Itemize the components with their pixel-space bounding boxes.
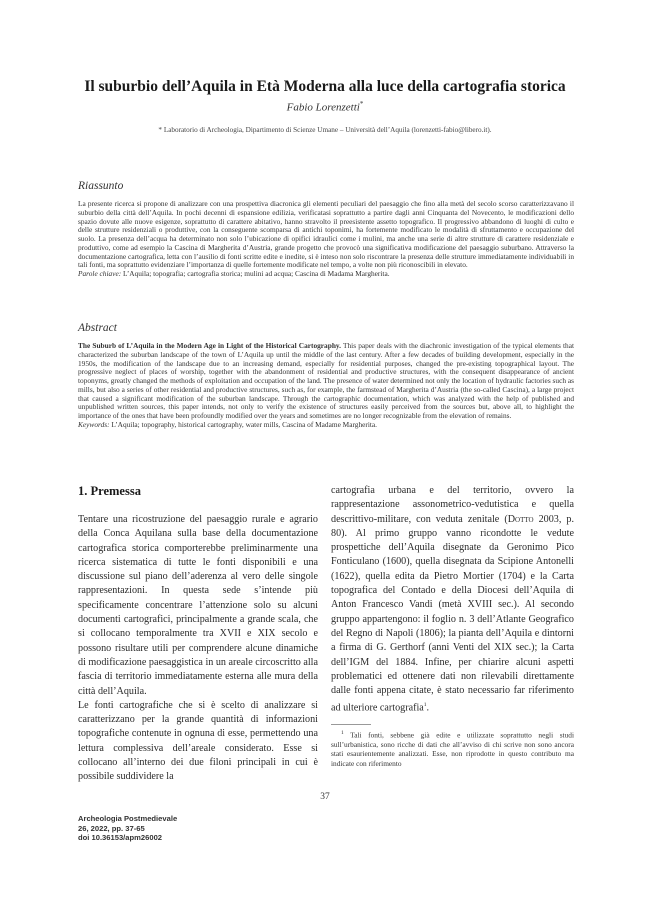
- text-run-c: .: [426, 702, 430, 714]
- footnote-ref: 1: [423, 702, 427, 709]
- riassunto-heading: Riassunto: [78, 180, 124, 192]
- abstract-text: This paper deals with the diachronic investigation of the typical elements that characterized the suburban landscape of the town of L’Aquila up until the middle of the last century. After a few decades of building development, especially in the 1950s, the modification of the landscape due to an increasing demand, especially for residential purposes, changed the pre-existing topographical layout. The progressive neglect of places of worship, together with the abandonment of residential and productive structures, with the consequent disappearance of ancient toponyms, greatly changed the methods of exploitation and occupation of the land. The presence of water determined not only the location of hydraulic factories such as mills, but also a series of other residential and productive structures, such as, for example, the farmstead of Margherita d’Austria (the so-called Cascina), a large project that caused a significant modification of the suburban landscape. Through the cartographic documentation, which was analyzed with the help of published and unpublished written sources, this paper intends, not only to verify the existence of structures easily perceived from the sources but, above all, to highlight the importance of the ones that have been profoundly modified over the years and sometimes are no longer recognizable from the elevation of remains.: [78, 341, 574, 420]
- abstract-heading: Abstract: [78, 322, 117, 334]
- keywords-it: L’Aquila; topografia; cartografia storica; mulini ad acqua; Cascina di Madama Margherita.: [123, 269, 390, 278]
- right-column-text: [331, 484, 574, 716]
- abstract-paragraph: [78, 342, 574, 421]
- author-line: [60, 100, 590, 114]
- journal-name: Archeologia Postmedievale: [78, 814, 178, 823]
- abstract-body: [78, 342, 574, 430]
- footnote-number: 1: [341, 730, 344, 737]
- keywords-label-en: Keywords:: [78, 419, 110, 429]
- journal-info: [78, 814, 177, 843]
- abstract-keywords: [78, 421, 574, 430]
- footnote-text: Tali fonti, sebbene già edite e utilizzate soprattutto negli studi sull’urbanistica, sono ricche di dati che all’avviso di chi scrive non sono ancora stati esaurientemente analizzati. Esse, non riprodotte in questo contributo ma indicate con riferimento: [331, 730, 574, 768]
- page-number: 37: [320, 792, 330, 802]
- paragraph-1: Tentare una ricostruzione del paesaggio rurale e agrario della Conca Aquilana sulla base della documentazione cartografica storica comporterebbe preliminarmente una ricerca sistematica di tutte le fonti disponibili e una discussione sul piano dell’aderenza al vero delle singole rappresentazioni. In questa sede s’intende più specificamente concentrare l’attenzione solo su alcuni documenti cartografici, principalmente a grande scala, che si collocano temporalmente tra XVII e XIX secolo e possono risultare utili per comprendere alcune dinamiche di modificazione paesaggistica in un areale circoscritto alla fascia di territorio immediatamente esterna alle mura della città dell’Aquila.: [78, 514, 318, 697]
- abstract-title: The Suburb of L’Aquila in the Modern Age in Light of the Historical Cartography.: [78, 341, 342, 350]
- citation-author: Dotto: [507, 513, 534, 525]
- journal-doi: doi 10.36153/apm26002: [78, 833, 163, 843]
- journal-volume: 26, 2022, pp. 37-65: [78, 823, 145, 833]
- author-mark: *: [359, 100, 364, 108]
- section-body: [78, 513, 318, 785]
- article-title: Il suburbio dell’Aquila in Età Moderna alla luce della cartografia storica: [84, 78, 566, 95]
- author-name: Fabio Lorenzetti: [286, 101, 360, 114]
- text-run-a: cartografia urbana e del territorio, ovvero la rappresentazione assonometrico-vedutistica e quella descrittivo-militare, con veduta zenitale (: [331, 485, 574, 525]
- right-column: [331, 484, 574, 768]
- text-run-b: 2003, p. 80). Al primo gruppo vanno ricondotte le vedute prospettiche dell’Aquila disegnate da Geronimo Pico Fonticulano (1600), quella disegnata da Scipione Antonelli (1622), quella edita da Pietro Mortier (1704) e la Carta topografica del Contado e della Diocesi dell’Aquila di Anton Francesco Vandi (metà XVIII sec.). Al secondo gruppo appartengono: il foglio n. 3 dell’Atlante Geografico del Regno di Napoli (1806); la pianta dell’Aquila e dintorni a firma di G. Gerthorf (anni Venti del XIX sec.); la Carta dell’IGM del 1884. Infine, per chiarire alcuni aspetti problematici ed ottenere dati non rilevabili direttamente dalle fonti appena citate, è stato necessario far riferimento ad ulteriore cartografia: [331, 513, 574, 714]
- riassunto-body: [78, 200, 574, 279]
- left-column: [78, 484, 318, 785]
- section-heading: 1. Premessa: [78, 484, 141, 498]
- keywords-label-it: Parole chiave:: [78, 269, 122, 278]
- paragraph-2: Le fonti cartografiche che si è scelto di analizzare si caratterizzano per la grande quantità di informazioni topografiche contenute in ognuna di esse, permettendo una lettura complessiva dell’areale considerato. Esse si collocano all’interno dei due filoni principali in cui è possibile suddividere la: [78, 699, 318, 783]
- footnote-rule: [331, 724, 371, 725]
- riassunto-text: La presente ricerca si propone di analizzare con una prospettiva diacronica gli elementi peculiari del paesaggio che fino alla metà del secolo scorso caratterizzavano il suburbio della città dell’Aquila. In pochi decenni di espansione edilizia, verificatasi soprattutto a partire dagli anni Cinquanta del Novecento, le modificazioni dello spazio dovute alle nuove esigenze, soprattutto di carattere abitativo, hanno stravolto il preesistente assetto topografico. Il progressivo abbandono di luoghi di culto e delle strutture residenziali o produttive, con la conseguente scomparsa di antichi toponimi, ha fortemente modificato le modalità di sfruttamento e occupazione del suolo. La presenza dell’acqua ha determinato non solo l’ubicazione di opifici idraulici come i mulini, ma anche una serie di altre strutture di carattere residenziale e produttivo, come ad esempio la Cascina di Margherita d’Austria, grande progetto che provocò una significativa modificazione del paesaggio suburbano. Attraverso la documentazione cartografica, letta con l’ausilio di fonti scritte edite e inedite, si è inteso non solo riscontrare la presenza delle strutture immediatamente individuabili in tali fonti, ma soprattutto evidenziare l’importanza di quelle fortemente modificate nel tempo, a volte non più riconoscibili in elevato.: [78, 199, 574, 270]
- riassunto-keywords: [78, 270, 574, 279]
- footnote: [331, 729, 574, 768]
- author-affiliation: * Laboratorio di Archeologia, Dipartimento di Scienze Umane – Università dell’Aquila (lorenzetti-fabio@libero.it).: [158, 126, 492, 134]
- paragraph-continued: [331, 484, 574, 716]
- keywords-en: L’Aquila; topography, historical cartography, water mills, Cascina of Madame Margherita.: [111, 419, 377, 429]
